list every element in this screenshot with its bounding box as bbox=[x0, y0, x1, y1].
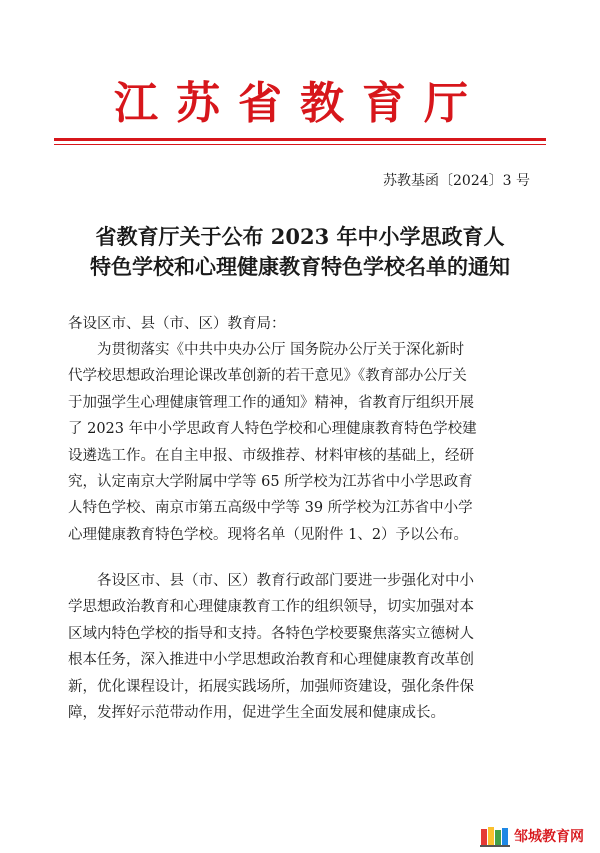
issuer-title: 江苏省教育厅 bbox=[114, 78, 486, 129]
paragraph-line: 人特色学校、南京市第五高级中学等 39 所学校为江苏省中小学 bbox=[68, 500, 473, 517]
red-rule-thick bbox=[54, 138, 546, 141]
paragraph-line: 学思想政治教育和心理健康教育工作的组织领导，切实加强对本 bbox=[68, 599, 474, 616]
site-watermark bbox=[480, 822, 600, 850]
paragraph-line: 根本任务，深入推进中小学思想政治教育和心理健康教育改革创 bbox=[68, 652, 474, 669]
paragraph-line: 区域内特色学校的指导和支持。各特色学校要聚焦落实立德树人 bbox=[68, 625, 474, 642]
paragraph-line: 了 2023 年中小学思政育人特色学校和心理健康教育特色学校建 bbox=[68, 421, 477, 438]
addressee: 各设区市、县（市、区）教育局： bbox=[68, 316, 286, 332]
watermark-text: 邹城教育网 bbox=[514, 828, 584, 844]
paragraph-1 bbox=[68, 337, 538, 548]
paragraph-line: 究，认定南京大学附属中学等 65 所学校为江苏省中小学思政育 bbox=[68, 474, 473, 491]
paragraph-line: 代学校思想政治理论课改革创新的若干意见》《教育部办公厅关 bbox=[68, 368, 467, 385]
document-number: 苏教基函〔2024〕3 号 bbox=[383, 173, 530, 189]
paragraph-line: 各设区市、县（市、区）教育行政部门要进一步强化对中小 bbox=[97, 573, 474, 589]
red-rule-thin bbox=[54, 144, 546, 145]
paragraph-line: 设遴选工作。在自主申报、市级推荐、材料审核的基础上，经研 bbox=[68, 447, 474, 464]
paragraph-2 bbox=[68, 568, 538, 726]
document-title bbox=[60, 222, 540, 282]
paragraph-line: 障，发挥好示范带动作用，促进学生全面发展和健康成长。 bbox=[68, 705, 445, 722]
paragraph-line: 心理健康教育特色学校。现将名单（见附件 1、2）予以公布。 bbox=[68, 526, 469, 543]
paragraph-line: 新，优化课程设计，拓展实践场所，加强师资建设，强化条件保 bbox=[68, 678, 474, 695]
title-line: 省教育厅关于公布 2023 年中小学思政育人 bbox=[95, 224, 505, 249]
paragraph-line: 为贯彻落实《中共中央办公厅 国务院办公厅关于深化新时 bbox=[97, 342, 465, 358]
title-line: 特色学校和心理健康教育特色学校名单的通知 bbox=[90, 254, 510, 279]
paragraph-line: 于加强学生心理健康管理工作的通知》精神，省教育厅组织开展 bbox=[68, 394, 474, 411]
books-logo-icon bbox=[480, 825, 510, 847]
